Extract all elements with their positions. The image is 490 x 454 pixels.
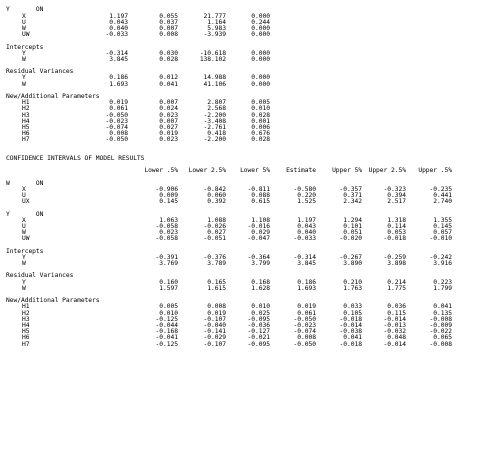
value-cell: -0.014 bbox=[383, 315, 406, 323]
value-cell: -0.050 bbox=[293, 315, 316, 323]
value-cell: 0.036 bbox=[387, 303, 406, 311]
value-cell: 0.114 bbox=[387, 222, 406, 230]
value-cell: 0.055 bbox=[159, 12, 178, 20]
value-cell: 1.799 bbox=[433, 284, 452, 292]
value-cell: 1.197 bbox=[297, 216, 316, 224]
value-cell: 0.053 bbox=[387, 229, 406, 237]
value-cell: -0.044 bbox=[155, 321, 178, 329]
parameter-label: H3 bbox=[22, 315, 30, 323]
value-cell: 0.005 bbox=[251, 99, 270, 107]
value-cell: -0.580 bbox=[293, 185, 316, 193]
value-cell: -0.033 bbox=[293, 235, 316, 243]
value-cell: -0.074 bbox=[293, 328, 316, 336]
value-cell: -0.125 bbox=[155, 315, 178, 323]
value-cell: 0.041 bbox=[343, 334, 362, 342]
value-cell: 0.441 bbox=[433, 192, 452, 199]
value-cell: 2.517 bbox=[387, 198, 406, 206]
parameter-label: H5 bbox=[22, 328, 30, 336]
value-cell: 0.160 bbox=[159, 278, 178, 286]
value-cell: 14.988 bbox=[203, 74, 226, 82]
value-cell: -0.021 bbox=[247, 334, 270, 342]
value-cell: 3.769 bbox=[159, 260, 178, 268]
value-cell: 0.010 bbox=[159, 309, 178, 317]
parameter-label: X bbox=[22, 185, 26, 193]
value-cell: 0.023 bbox=[159, 136, 178, 144]
value-cell: -0.259 bbox=[383, 253, 406, 261]
value-cell: -0.107 bbox=[203, 340, 226, 348]
value-cell: 0.371 bbox=[343, 192, 362, 199]
parameter-label: H7 bbox=[22, 136, 30, 144]
value-cell: 0.057 bbox=[433, 229, 452, 237]
parameter-label: W bbox=[22, 80, 26, 88]
value-cell: -0.168 bbox=[155, 328, 178, 336]
value-cell: -0.242 bbox=[429, 253, 452, 261]
value-cell: 0.115 bbox=[387, 309, 406, 317]
value-cell: -0.364 bbox=[247, 253, 270, 261]
value-cell: 0.061 bbox=[109, 105, 128, 113]
value-cell: 1.355 bbox=[433, 216, 452, 224]
value-cell: 0.043 bbox=[297, 222, 316, 230]
value-cell: -2.200 bbox=[203, 111, 226, 119]
value-cell: 0.220 bbox=[297, 192, 316, 199]
value-cell: -0.357 bbox=[339, 185, 362, 193]
value-cell: 0.005 bbox=[159, 303, 178, 311]
column-header: Lower 5% bbox=[240, 167, 270, 175]
value-cell: 0.186 bbox=[297, 278, 316, 286]
value-cell: 0.000 bbox=[251, 31, 270, 39]
value-cell: 0.025 bbox=[251, 309, 270, 317]
parameter-label: H6 bbox=[22, 334, 30, 342]
value-cell: 0.060 bbox=[207, 192, 226, 199]
value-cell: 0.028 bbox=[159, 55, 178, 63]
value-cell: 0.615 bbox=[251, 198, 270, 206]
value-cell: -0.074 bbox=[105, 123, 128, 131]
value-cell: 0.006 bbox=[251, 123, 270, 131]
value-cell: -0.010 bbox=[429, 235, 452, 243]
parameter-label: H5 bbox=[22, 123, 30, 131]
value-cell: -0.029 bbox=[203, 334, 226, 342]
value-cell: 0.008 bbox=[159, 31, 178, 39]
value-cell: -0.009 bbox=[429, 321, 452, 329]
value-cell: -0.033 bbox=[105, 31, 128, 39]
regression-label: Y ON bbox=[6, 6, 44, 14]
value-cell: -0.050 bbox=[293, 340, 316, 348]
value-cell: -0.391 bbox=[155, 253, 178, 261]
value-cell: 0.051 bbox=[343, 229, 362, 237]
column-header: Upper 2.5% bbox=[368, 167, 406, 175]
value-cell: 0.048 bbox=[387, 334, 406, 342]
value-cell: 3.845 bbox=[297, 260, 316, 268]
value-cell: 0.088 bbox=[251, 192, 270, 199]
value-cell: 0.019 bbox=[159, 130, 178, 138]
value-cell: 0.027 bbox=[207, 229, 226, 237]
value-cell: 0.041 bbox=[433, 303, 452, 311]
value-cell: -0.906 bbox=[155, 185, 178, 193]
value-cell: 0.186 bbox=[109, 74, 128, 82]
value-cell: 0.145 bbox=[159, 198, 178, 206]
value-cell: -0.023 bbox=[105, 117, 128, 125]
parameter-label: H1 bbox=[22, 99, 30, 107]
value-cell: 1.108 bbox=[251, 216, 270, 224]
value-cell: -0.058 bbox=[155, 222, 178, 230]
section-label: New/Additional Parameters bbox=[6, 93, 100, 100]
value-cell: 5.983 bbox=[207, 24, 226, 32]
value-cell: 0.223 bbox=[433, 278, 452, 286]
value-cell: 2.740 bbox=[433, 198, 452, 206]
value-cell: 138.102 bbox=[199, 55, 226, 63]
parameter-label: X bbox=[22, 216, 26, 224]
value-cell: 0.028 bbox=[251, 136, 270, 144]
value-cell: 3.898 bbox=[387, 260, 406, 268]
value-cell: 1.525 bbox=[297, 198, 316, 206]
parameter-label: UW bbox=[22, 235, 30, 243]
value-cell: 3.890 bbox=[343, 260, 362, 268]
value-cell: -0.008 bbox=[429, 340, 452, 348]
value-cell: 1.197 bbox=[109, 12, 128, 20]
parameter-label: H3 bbox=[22, 111, 30, 119]
value-cell: -0.038 bbox=[339, 328, 362, 336]
value-cell: 0.061 bbox=[297, 309, 316, 317]
value-cell: 1.628 bbox=[251, 284, 270, 292]
value-cell: -0.018 bbox=[383, 235, 406, 243]
value-cell: 0.001 bbox=[251, 117, 270, 125]
value-cell: -0.032 bbox=[383, 328, 406, 336]
value-cell: -0.235 bbox=[429, 185, 452, 193]
value-cell: 0.010 bbox=[251, 105, 270, 113]
value-cell: 2.807 bbox=[207, 99, 226, 107]
value-cell: -0.058 bbox=[155, 235, 178, 243]
parameter-label: H6 bbox=[22, 130, 30, 138]
value-cell: 0.019 bbox=[297, 303, 316, 311]
value-cell: 1.088 bbox=[207, 216, 226, 224]
value-cell: 0.041 bbox=[159, 80, 178, 88]
parameter-label: W bbox=[22, 24, 26, 32]
value-cell: 0.029 bbox=[251, 229, 270, 237]
value-cell: -0.018 bbox=[339, 340, 362, 348]
regression-label: W ON bbox=[6, 179, 44, 187]
value-cell: 0.009 bbox=[159, 192, 178, 199]
value-cell: 0.008 bbox=[109, 130, 128, 138]
parameter-label: U bbox=[22, 222, 26, 230]
value-cell: 0.165 bbox=[207, 278, 226, 286]
value-cell: 1.597 bbox=[159, 284, 178, 292]
value-cell: 0.418 bbox=[207, 130, 226, 138]
parameter-label: Y bbox=[22, 278, 26, 286]
value-cell: 0.145 bbox=[433, 222, 452, 230]
value-cell: 0.008 bbox=[297, 334, 316, 342]
value-cell: -0.125 bbox=[155, 340, 178, 348]
value-cell: -0.026 bbox=[203, 222, 226, 230]
value-cell: 1.775 bbox=[387, 284, 406, 292]
value-cell: 2.568 bbox=[207, 105, 226, 113]
value-cell: 1.063 bbox=[159, 216, 178, 224]
value-cell: 0.010 bbox=[251, 303, 270, 311]
value-cell: -0.314 bbox=[293, 253, 316, 261]
parameter-label: X bbox=[22, 12, 26, 20]
value-cell: 0.028 bbox=[251, 111, 270, 119]
value-cell: -0.842 bbox=[203, 185, 226, 193]
value-cell: 3.789 bbox=[207, 260, 226, 268]
value-cell: 1.693 bbox=[297, 284, 316, 292]
value-cell: -0.095 bbox=[247, 315, 270, 323]
value-cell: -0.323 bbox=[383, 185, 406, 193]
parameter-label: Y bbox=[22, 253, 26, 261]
parameter-label: U bbox=[22, 18, 26, 26]
column-header: Estimate bbox=[286, 167, 316, 175]
value-cell: 0.033 bbox=[343, 303, 362, 311]
value-cell: 3.799 bbox=[251, 260, 270, 268]
value-cell: 0.000 bbox=[251, 74, 270, 82]
value-cell: 0.392 bbox=[207, 198, 226, 206]
value-cell: 0.000 bbox=[251, 24, 270, 32]
parameter-label: W bbox=[22, 284, 26, 292]
value-cell: 0.214 bbox=[387, 278, 406, 286]
value-cell: -0.040 bbox=[203, 321, 226, 329]
value-cell: 0.135 bbox=[433, 309, 452, 317]
value-cell: -0.095 bbox=[247, 340, 270, 348]
value-cell: 0.023 bbox=[159, 229, 178, 237]
column-header: Lower .5% bbox=[144, 167, 178, 175]
parameter-label: Y bbox=[22, 49, 26, 57]
section-label: New/Additional Parameters bbox=[6, 297, 100, 305]
value-cell: -0.023 bbox=[293, 321, 316, 329]
value-cell: 3.845 bbox=[109, 55, 128, 63]
column-header: Lower 2.5% bbox=[188, 167, 226, 175]
parameter-label: H4 bbox=[22, 117, 30, 125]
column-header: Upper 5% bbox=[332, 167, 362, 175]
value-cell: 41.106 bbox=[203, 80, 226, 88]
parameter-label: H1 bbox=[22, 303, 30, 311]
section-label: Intercepts bbox=[6, 247, 44, 255]
value-cell: 3.916 bbox=[433, 260, 452, 268]
value-cell: 0.000 bbox=[251, 55, 270, 63]
value-cell: -0.050 bbox=[105, 136, 128, 144]
value-cell: 0.676 bbox=[251, 130, 270, 138]
value-cell: -0.051 bbox=[203, 235, 226, 243]
value-cell: 1.294 bbox=[343, 216, 362, 224]
value-cell: 0.000 bbox=[251, 49, 270, 57]
value-cell: -3.939 bbox=[203, 31, 226, 39]
section-label: Intercepts bbox=[6, 43, 44, 51]
value-cell: 0.394 bbox=[387, 192, 406, 199]
value-cell: -0.014 bbox=[383, 340, 406, 348]
value-cell: 0.043 bbox=[109, 18, 128, 26]
value-cell: 1.763 bbox=[343, 284, 362, 292]
value-cell: 0.027 bbox=[159, 123, 178, 131]
value-cell: -0.047 bbox=[247, 235, 270, 243]
column-header: Upper .5% bbox=[418, 167, 452, 175]
value-cell: 0.012 bbox=[159, 74, 178, 82]
parameter-label: U bbox=[22, 192, 26, 199]
value-cell: 0.023 bbox=[159, 111, 178, 119]
value-cell: -0.376 bbox=[203, 253, 226, 261]
ci-title-text: CONFIDENCE INTERVALS OF MODEL RESULTS bbox=[6, 154, 145, 162]
value-cell: -0.314 bbox=[105, 49, 128, 57]
value-cell: 0.210 bbox=[343, 278, 362, 286]
value-cell: -0.107 bbox=[203, 315, 226, 323]
value-cell: 1.693 bbox=[109, 80, 128, 88]
regression-label: Y ON bbox=[6, 210, 44, 218]
value-cell: 1.615 bbox=[207, 284, 226, 292]
section-label: Residual Variances bbox=[6, 272, 74, 280]
value-cell: 0.019 bbox=[109, 99, 128, 107]
value-cell: 1.318 bbox=[387, 216, 406, 224]
value-cell: 0.101 bbox=[343, 222, 362, 230]
value-cell: -0.127 bbox=[247, 328, 270, 336]
value-cell: 21.777 bbox=[203, 12, 226, 20]
value-cell: 1.164 bbox=[207, 18, 226, 26]
value-cell: -0.008 bbox=[429, 315, 452, 323]
value-cell: 0.008 bbox=[207, 303, 226, 311]
section-label: Residual Variances bbox=[6, 68, 74, 76]
value-cell: -0.141 bbox=[203, 328, 226, 336]
value-cell: -3.408 bbox=[203, 117, 226, 125]
value-cell: 0.040 bbox=[297, 229, 316, 237]
value-cell: 0.244 bbox=[251, 18, 270, 26]
value-cell: -0.036 bbox=[247, 321, 270, 329]
parameter-label: W bbox=[22, 229, 26, 237]
value-cell: -0.020 bbox=[339, 235, 362, 243]
value-cell: -0.018 bbox=[339, 315, 362, 323]
value-cell: 0.007 bbox=[159, 24, 178, 32]
parameter-label: UX bbox=[22, 198, 30, 206]
value-cell: 0.007 bbox=[159, 117, 178, 125]
value-cell: 0.037 bbox=[159, 18, 178, 26]
value-cell: -0.022 bbox=[429, 328, 452, 336]
value-cell: 0.000 bbox=[251, 12, 270, 20]
value-cell: 0.065 bbox=[433, 334, 452, 342]
value-cell: 0.168 bbox=[251, 278, 270, 286]
value-cell: -0.811 bbox=[247, 185, 270, 193]
value-cell: 0.040 bbox=[109, 24, 128, 32]
value-cell: 0.019 bbox=[207, 309, 226, 317]
value-cell: 0.024 bbox=[159, 105, 178, 113]
value-cell: -0.267 bbox=[339, 253, 362, 261]
parameter-label: UW bbox=[22, 31, 30, 39]
value-cell: 0.105 bbox=[343, 309, 362, 317]
value-cell: -2.761 bbox=[203, 123, 226, 131]
value-cell: 0.007 bbox=[159, 99, 178, 107]
parameter-label: H7 bbox=[22, 340, 30, 348]
value-cell: -0.016 bbox=[247, 222, 270, 230]
value-cell: -10.618 bbox=[199, 49, 226, 57]
parameter-label: H2 bbox=[22, 105, 30, 113]
value-cell: -0.014 bbox=[339, 321, 362, 329]
parameter-label: W bbox=[22, 260, 26, 268]
value-cell: 2.342 bbox=[343, 198, 362, 206]
parameter-label: Y bbox=[22, 74, 26, 82]
value-cell: 0.030 bbox=[159, 49, 178, 57]
ci-row bbox=[0, 342, 490, 348]
value-cell: -2.200 bbox=[203, 136, 226, 144]
parameter-label: W bbox=[22, 55, 26, 63]
value-cell: 0.000 bbox=[251, 80, 270, 88]
value-cell: -0.013 bbox=[383, 321, 406, 329]
value-cell: -0.050 bbox=[105, 111, 128, 119]
value-cell: -0.041 bbox=[155, 334, 178, 342]
parameter-label: H2 bbox=[22, 309, 30, 317]
parameter-label: H4 bbox=[22, 321, 30, 329]
